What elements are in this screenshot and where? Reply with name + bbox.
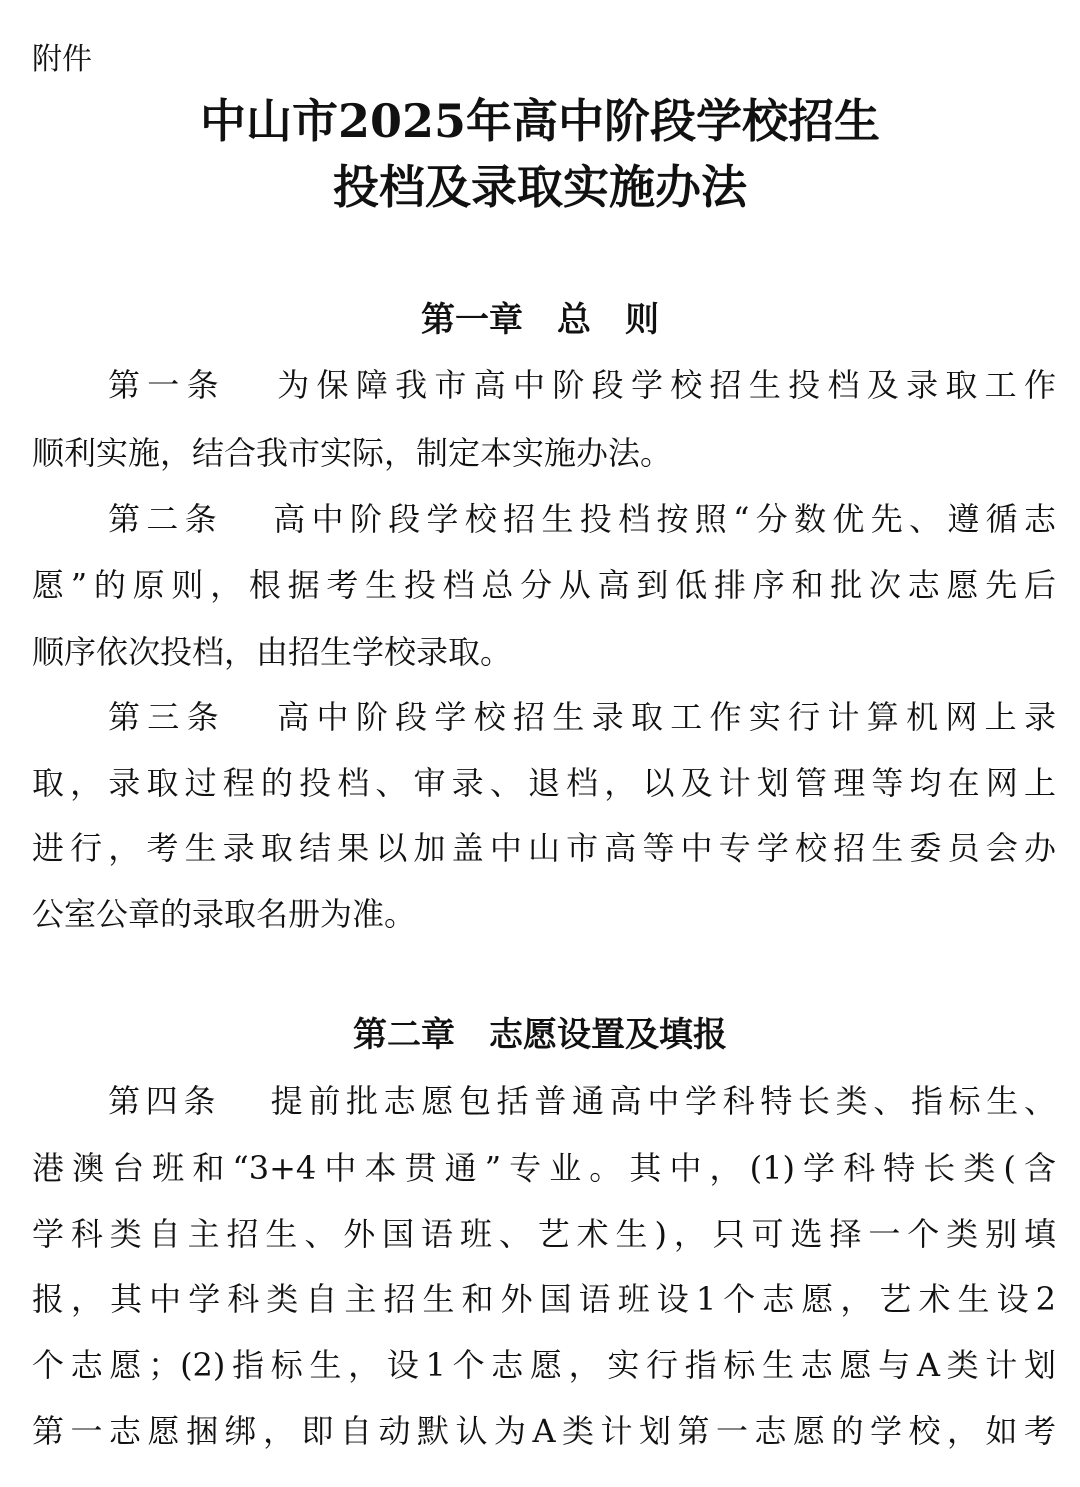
article-4-line-3: 学科类自主招生、外国语班、艺术生)，只可选择一个类别填 [32,1215,1056,1253]
article-4-line-5: 个志愿；(2)指标生，设1个志愿，实行指标生志愿与A类计划 [32,1346,1056,1384]
article-4-number: 第四条 [108,1082,221,1120]
article-2-line-3: 顺序依次投档，由招生学校录取。 [32,633,513,671]
document-title-line-2: 投档及录取实施办法 [333,160,747,214]
article-2-line-1 [108,497,1056,541]
article-4-line-4: 报，其中学科类自主招生和外国语班设1个志愿，艺术生设2 [32,1280,1056,1318]
chapter-2-heading: 第二章 志愿设置及填报 [353,1015,727,1055]
article-3-line-3: 进行，考生录取结果以加盖中山市高等中专学校招生委员会办 [32,829,1056,867]
article-1-line-2: 顺利实施，结合我市实际，制定本实施办法。 [32,434,673,472]
article-3-number: 第三条 [108,698,226,736]
article-2-text: 高中阶段学校招生投档按照“分数优先、遵循志 [266,500,1056,538]
article-3-text: 高中阶段学校招生录取工作实行计算机网上录 [269,698,1056,736]
article-1-line-1 [108,363,1056,407]
chapter-1-heading: 第一章 总 则 [421,300,659,340]
document-title-line-1: 中山市2025年高中阶段学校招生 [199,94,881,148]
article-4-line-2: 港澳台班和“3+4中本贯通”专业。其中，(1)学科特长类(含 [32,1149,1056,1187]
article-3-line-4: 公室公章的录取名册为准。 [32,895,417,933]
article-4-text: 提前批志愿包括普通高中学科特长类、指标生、 [265,1082,1056,1120]
article-3-line-1 [108,695,1056,739]
article-2-line-2: 愿”的原则，根据考生投档总分从高到低排序和批次志愿先后 [32,566,1056,604]
article-1-text: 为保障我市高中阶段学校招生投档及录取工作 [269,366,1056,404]
article-1-number: 第一条 [108,366,226,404]
article-4-line-6: 第一志愿捆绑，即自动默认为A类计划第一志愿的学校，如考 [32,1412,1056,1450]
attachment-label: 附件 [32,42,92,77]
article-4-line-1 [108,1079,1056,1123]
article-3-line-2: 取，录取过程的投档、审录、退档，以及计划管理等均在网上 [32,764,1056,802]
article-2-number: 第二条 [108,500,223,538]
